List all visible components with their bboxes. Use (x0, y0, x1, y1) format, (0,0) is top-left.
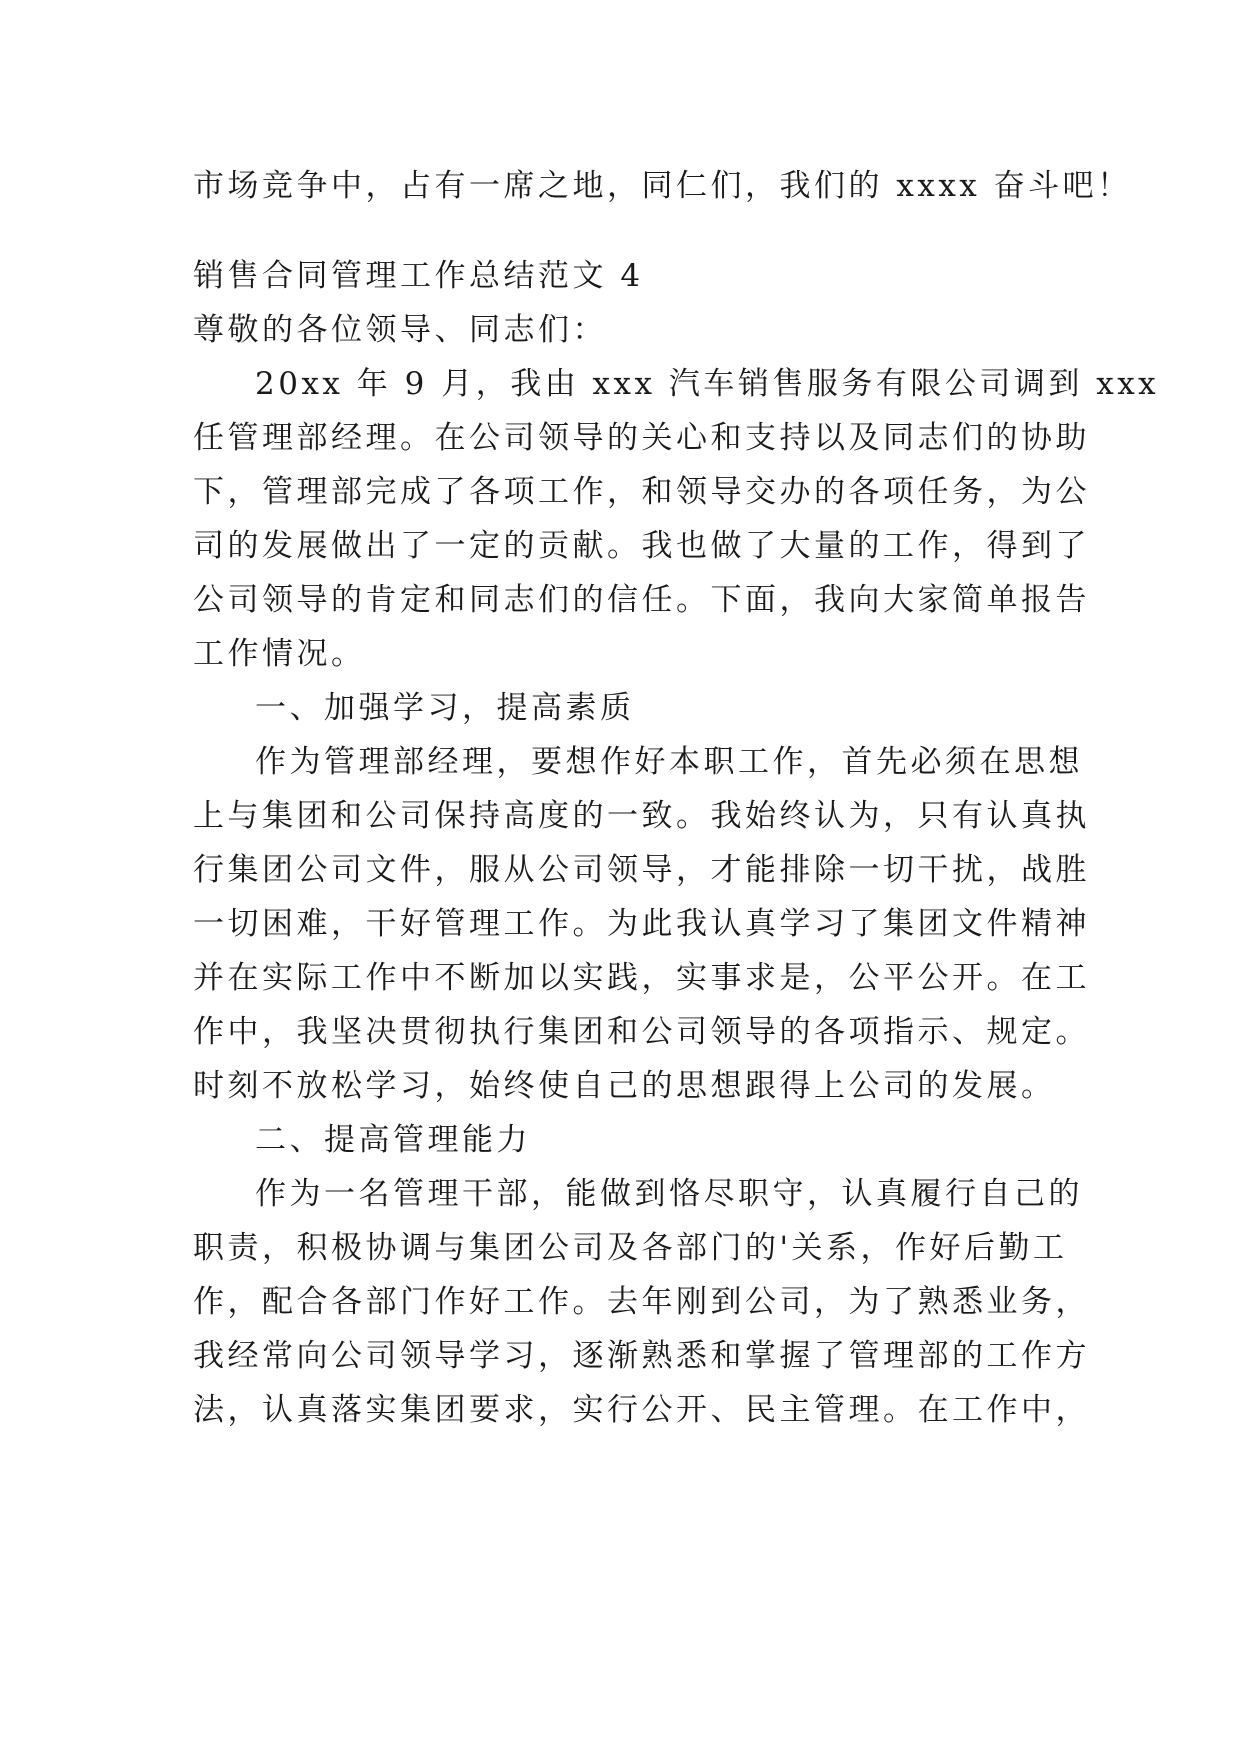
salutation: 尊敬的各位领导、同志们： (193, 312, 607, 348)
paragraph-line: 公司领导的肯定和同志们的信任。下面，我向大家简单报告 (193, 582, 1090, 618)
paragraph-line: 20xx 年 9 月，我由 xxx 汽车销售服务有限公司调到 xxx (255, 366, 1160, 402)
text-line: 市场竞争中，占有一席之地，同仁们，我们的 xxxx 奋斗吧！ (193, 168, 1132, 204)
paragraph-line: 作，配合各部门作好工作。去年刚到公司，为了熟悉业务， (193, 1284, 1090, 1320)
paragraph-line: 司的发展做出了一定的贡献。我也做了大量的工作，得到了 (193, 528, 1090, 564)
paragraph-line: 作为管理部经理，要想作好本职工作，首先必须在思想 (255, 744, 1083, 780)
section-title: 销售合同管理工作总结范文 4 (193, 258, 644, 294)
paragraph-line: 行集团公司文件，服从公司领导，才能排除一切干扰，战胜 (193, 852, 1090, 888)
subheading: 一、加强学习，提高素质 (255, 690, 635, 726)
paragraph-line: 工作情况。 (193, 636, 366, 672)
subheading: 二、提高管理能力 (255, 1122, 531, 1158)
paragraph-line: 法，认真落实集团要求，实行公开、民主管理。在工作中， (193, 1392, 1090, 1428)
paragraph-line: 下，管理部完成了各项工作，和领导交办的各项任务，为公 (193, 474, 1090, 510)
paragraph-line: 任管理部经理。在公司领导的关心和支持以及同志们的协助 (193, 420, 1090, 456)
paragraph-line: 上与集团和公司保持高度的一致。我始终认为，只有认真执 (193, 798, 1090, 834)
paragraph-line: 并在实际工作中不断加以实践，实事求是，公平公开。在工 (193, 960, 1090, 996)
paragraph-line: 一切困难，干好管理工作。为此我认真学习了集团文件精神 (193, 906, 1090, 942)
paragraph-line: 作中，我坚决贯彻执行集团和公司领导的各项指示、规定。 (193, 1014, 1090, 1050)
paragraph-line: 时刻不放松学习，始终使自己的思想跟得上公司的发展。 (193, 1068, 1056, 1104)
paragraph-line: 职责，积极协调与集团公司及各部门的'关系，作好后勤工 (193, 1230, 1068, 1266)
paragraph-line: 我经常向公司领导学习，逐渐熟悉和掌握了管理部的工作方 (193, 1338, 1090, 1374)
paragraph-line: 作为一名管理干部，能做到恪尽职守，认真履行自己的 (255, 1176, 1083, 1212)
